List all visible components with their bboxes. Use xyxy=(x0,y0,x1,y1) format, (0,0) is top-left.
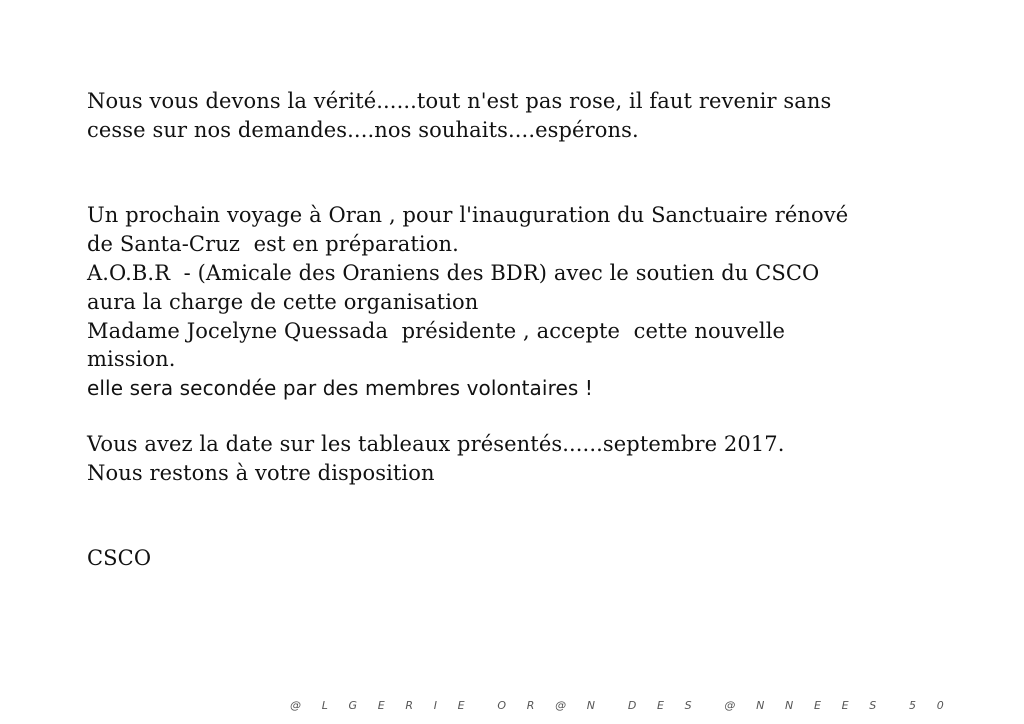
paragraph2-line6: mission. xyxy=(87,347,176,371)
paragraph2-line1: Un prochain voyage à Oran , pour l'inauguration du Sanctuaire rénové xyxy=(87,203,849,227)
paragraph2-line5: Madame Jocelyne Quessada présidente , accepte cette nouvelle xyxy=(87,319,786,343)
paragraph2-line4: aura la charge de cette organisation xyxy=(87,290,479,314)
paragraph1-line2: cesse sur nos demandes....nos souhaits....espérons. xyxy=(87,118,639,142)
page-footer: @ L G E R I E O R @ N D E S @ N N E E S 5 0 xyxy=(290,699,953,712)
paragraph3-line2: Nous restons à votre disposition xyxy=(87,461,435,485)
paragraph3-line1: Vous avez la date sur les tableaux présentés......septembre 2017. xyxy=(87,432,785,456)
paragraph2-line7: elle sera secondée par des membres volontaires ! xyxy=(87,376,593,400)
paragraph2-line3: A.O.B.R - (Amicale des Oraniens des BDR) avec le soutien du CSCO xyxy=(87,261,820,285)
paragraph1-line1: Nous vous devons la vérité......tout n'est pas rose, il faut revenir sans xyxy=(87,89,832,113)
paragraph2-line2: de Santa-Cruz est en préparation. xyxy=(87,232,459,256)
signature: CSCO xyxy=(87,546,152,570)
